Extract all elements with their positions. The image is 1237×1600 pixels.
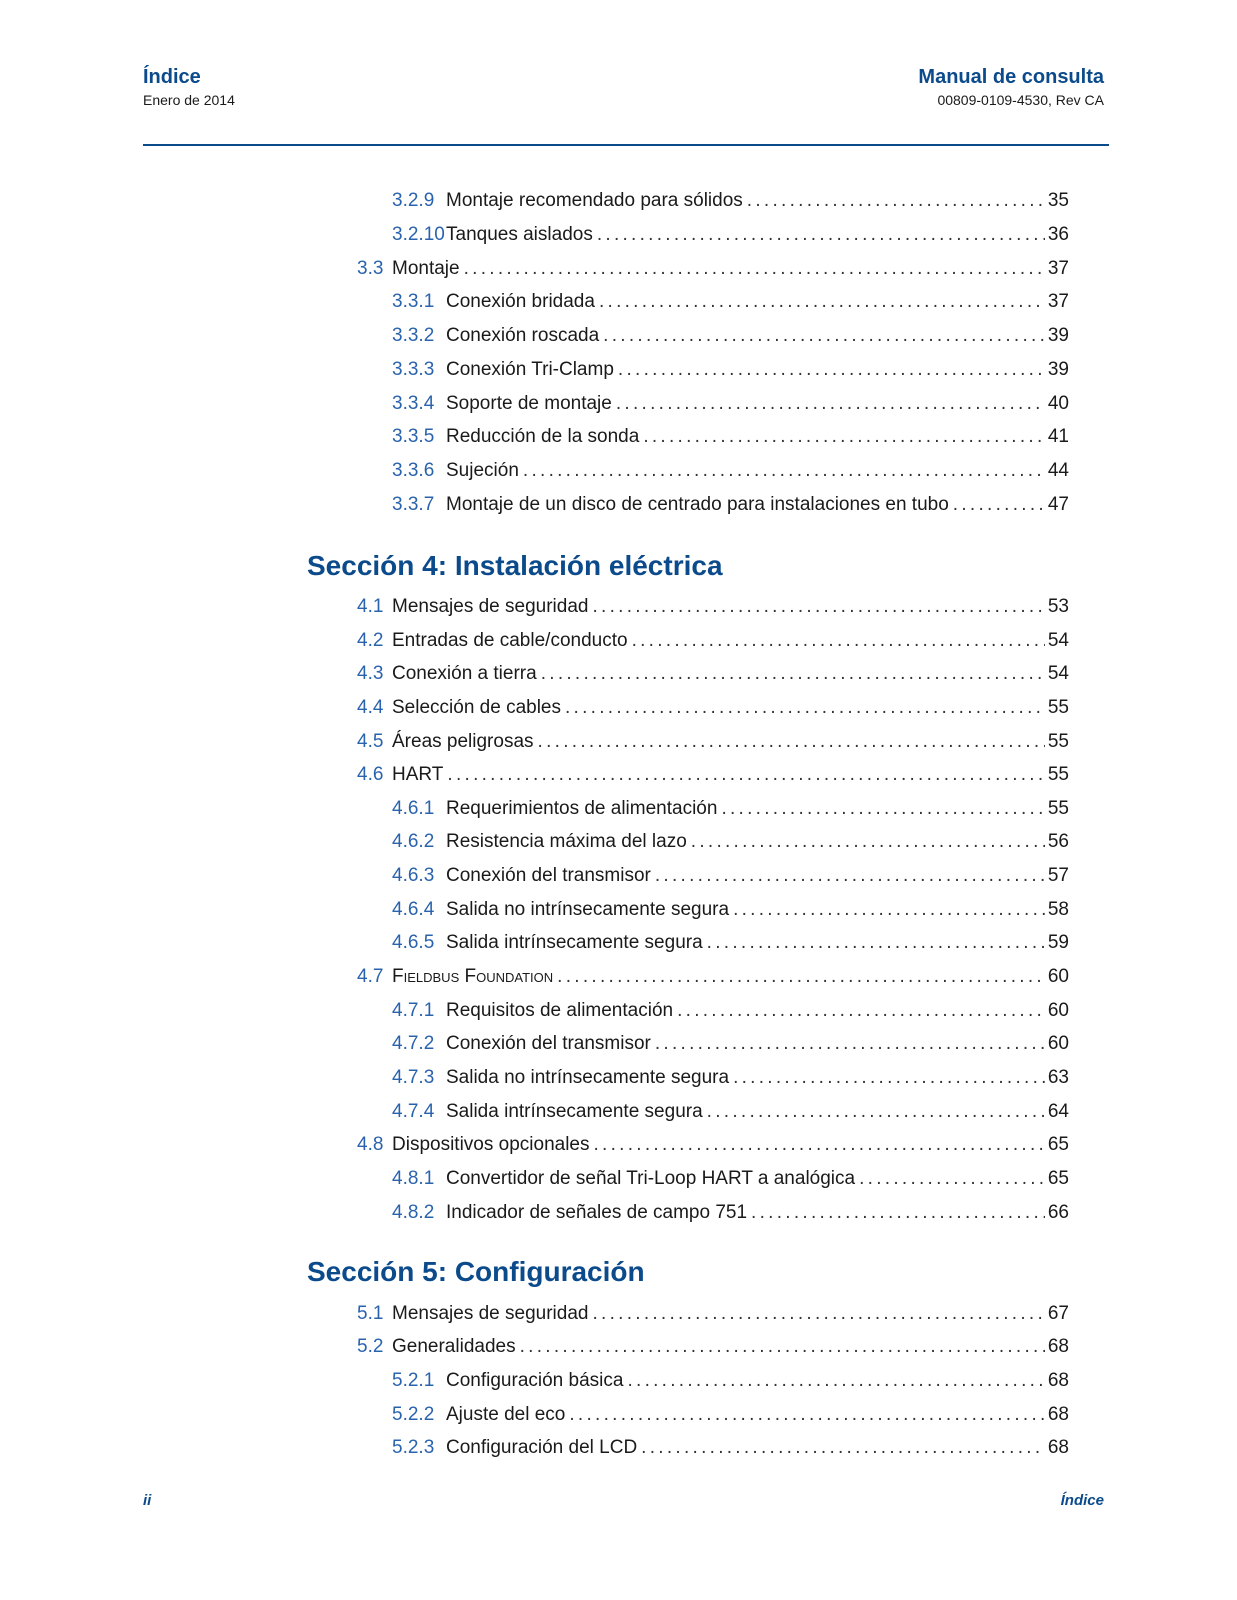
toc-entry[interactable] bbox=[357, 1297, 1069, 1331]
dot-leader bbox=[655, 859, 1045, 893]
toc-entry-title: Montaje de un disco de centrado para instalaciones en tubo bbox=[446, 494, 949, 515]
toc-entry-number: 4.8 bbox=[357, 1134, 384, 1155]
toc-entry-title: Conexión a tierra bbox=[392, 663, 537, 684]
toc-entry-page: 56 bbox=[1047, 831, 1069, 852]
toc-entry-number: 3.3.6 bbox=[392, 460, 435, 481]
toc-entry-number: 4.3 bbox=[357, 663, 384, 684]
toc-entry-number: 3.3.3 bbox=[392, 359, 435, 380]
toc-entry[interactable] bbox=[392, 420, 1069, 454]
toc-entry-number: 4.8.2 bbox=[392, 1202, 435, 1223]
dot-leader bbox=[655, 1027, 1045, 1061]
toc-entry-number: 3.3.4 bbox=[392, 393, 435, 414]
toc-entry-title: Requerimientos de alimentación bbox=[446, 798, 718, 819]
dot-leader bbox=[557, 960, 1045, 994]
toc-entry-number: 3.3.2 bbox=[392, 325, 435, 346]
dot-leader bbox=[632, 624, 1045, 658]
toc-entry-page: 41 bbox=[1047, 426, 1069, 447]
toc-entry-page: 54 bbox=[1047, 663, 1069, 684]
toc-entry-title: Áreas peligrosas bbox=[392, 731, 534, 752]
dot-leader bbox=[599, 285, 1045, 319]
toc-entry-title: Tanques aislados bbox=[446, 224, 593, 245]
dot-leader bbox=[733, 893, 1045, 927]
toc-entry-page: 58 bbox=[1047, 899, 1069, 920]
toc-entry[interactable] bbox=[357, 1330, 1069, 1364]
toc-entry-number: 4.4 bbox=[357, 697, 384, 718]
toc-entry-title: Conexión del transmisor bbox=[446, 1033, 651, 1054]
toc-entry-title: Configuración básica bbox=[446, 1370, 624, 1391]
toc-entry-title: Salida no intrínsecamente segura bbox=[446, 1067, 730, 1088]
toc-entry-number: 4.8.1 bbox=[392, 1168, 435, 1189]
toc-entry[interactable] bbox=[392, 454, 1069, 488]
toc-entry[interactable] bbox=[357, 960, 1069, 994]
toc-entry-page: 64 bbox=[1047, 1101, 1069, 1122]
section-heading-5[interactable]: Sección 5: Configuración bbox=[307, 1256, 645, 1287]
dot-leader bbox=[616, 387, 1045, 421]
toc-entry-title: Entradas de cable/conducto bbox=[392, 630, 628, 651]
dot-leader bbox=[464, 252, 1045, 286]
toc-entry-page: 54 bbox=[1047, 630, 1069, 651]
dot-leader bbox=[691, 825, 1045, 859]
toc-entry-page: 68 bbox=[1047, 1336, 1069, 1357]
dot-leader bbox=[538, 725, 1045, 759]
toc-entry-title: Montaje bbox=[392, 258, 460, 279]
toc-entry[interactable] bbox=[392, 1364, 1069, 1398]
toc-entry-title: Salida intrínsecamente segura bbox=[446, 1101, 703, 1122]
dot-leader bbox=[603, 319, 1045, 353]
toc-entry[interactable] bbox=[392, 488, 1069, 522]
toc-entry[interactable] bbox=[392, 353, 1069, 387]
toc-entry-page: 55 bbox=[1047, 764, 1069, 785]
toc-entry-page: 67 bbox=[1047, 1303, 1069, 1324]
toc-entry[interactable] bbox=[357, 657, 1069, 691]
toc-entry-title: Configuración del LCD bbox=[446, 1437, 638, 1458]
dot-leader bbox=[747, 184, 1045, 218]
toc-entry[interactable] bbox=[392, 387, 1069, 421]
toc-entry-page: 55 bbox=[1047, 731, 1069, 752]
toc-entry-number: 4.6.3 bbox=[392, 865, 435, 886]
toc-entry[interactable] bbox=[392, 1061, 1069, 1095]
toc-entry-number: 4.2 bbox=[357, 630, 384, 651]
toc-entry[interactable] bbox=[357, 1128, 1069, 1162]
toc-entry-number: 3.3.1 bbox=[392, 291, 435, 312]
header-manual-title: Manual de consulta bbox=[918, 66, 1104, 88]
toc-entry-page: 68 bbox=[1047, 1437, 1069, 1458]
toc-entry-number: 3.3.7 bbox=[392, 494, 435, 515]
toc-entry-title: Dispositivos opcionales bbox=[392, 1134, 590, 1155]
header-document-code: 00809-0109-4530, Rev CA bbox=[937, 92, 1104, 108]
toc-entry[interactable] bbox=[357, 590, 1069, 624]
toc-entry-page: 47 bbox=[1047, 494, 1069, 515]
header-date: Enero de 2014 bbox=[143, 92, 235, 108]
toc-entry[interactable] bbox=[357, 624, 1069, 658]
toc-entry[interactable] bbox=[392, 218, 1069, 252]
toc-entry[interactable] bbox=[392, 893, 1069, 927]
toc-entry-page: 59 bbox=[1047, 932, 1069, 953]
toc-entry-title: Mensajes de seguridad bbox=[392, 1303, 589, 1324]
toc-entry[interactable] bbox=[357, 691, 1069, 725]
toc-entry-title: Conexión roscada bbox=[446, 325, 600, 346]
toc-entry-number: 5.2.1 bbox=[392, 1370, 435, 1391]
toc-entry-number: 3.3.5 bbox=[392, 426, 435, 447]
toc-entry-page: 60 bbox=[1047, 966, 1069, 987]
toc-entry-number: 5.2 bbox=[357, 1336, 384, 1357]
toc-entry-number: 4.1 bbox=[357, 596, 384, 617]
dot-leader bbox=[751, 1196, 1045, 1230]
toc-entry-page: 60 bbox=[1047, 1033, 1069, 1054]
dot-leader bbox=[447, 758, 1044, 792]
toc-entry-page: 35 bbox=[1047, 190, 1069, 211]
toc-entry-page: 68 bbox=[1047, 1404, 1069, 1425]
toc-entry-title: Salida no intrínsecamente segura bbox=[446, 899, 730, 920]
toc-entry-title: Montaje recomendado para sólidos bbox=[446, 190, 743, 211]
toc-entry-number: 5.1 bbox=[357, 1303, 384, 1324]
toc-entry-title: Reducción de la sonda bbox=[446, 426, 640, 447]
toc-entry-page: 65 bbox=[1047, 1134, 1069, 1155]
toc-entry-number: 4.7.1 bbox=[392, 1000, 435, 1021]
header-section-title: Índice bbox=[143, 66, 201, 88]
toc-entry-page: 57 bbox=[1047, 865, 1069, 886]
dot-leader bbox=[520, 1330, 1045, 1364]
footer-section-name: Índice bbox=[1060, 1492, 1104, 1509]
toc-entry-number: 4.6.4 bbox=[392, 899, 435, 920]
toc-entry[interactable] bbox=[357, 758, 1069, 792]
toc-entry[interactable] bbox=[392, 825, 1069, 859]
toc-entry-title: Resistencia máxima del lazo bbox=[446, 831, 687, 852]
toc-entry[interactable] bbox=[392, 184, 1069, 218]
dot-leader bbox=[618, 353, 1045, 387]
page-header-left bbox=[143, 64, 235, 110]
toc-entry-number: 4.7.2 bbox=[392, 1033, 435, 1054]
toc-entry-title: Requisitos de alimentación bbox=[446, 1000, 674, 1021]
toc-entry-page: 65 bbox=[1047, 1168, 1069, 1189]
header-divider bbox=[143, 144, 1109, 146]
toc-entry-page: 39 bbox=[1047, 325, 1069, 346]
toc-entry[interactable] bbox=[392, 1196, 1069, 1230]
page-header-right bbox=[918, 64, 1104, 110]
toc-entry[interactable] bbox=[392, 285, 1069, 319]
dot-leader bbox=[569, 1398, 1045, 1432]
dot-leader bbox=[707, 926, 1045, 960]
toc-entry-title: Ajuste del eco bbox=[446, 1404, 566, 1425]
dot-leader bbox=[707, 1095, 1045, 1129]
toc-entry-number: 4.6.2 bbox=[392, 831, 435, 852]
toc-entry-page: 36 bbox=[1047, 224, 1069, 245]
dot-leader bbox=[627, 1364, 1044, 1398]
toc-entry-title: Fieldbus Foundation bbox=[392, 966, 554, 987]
toc-entry[interactable] bbox=[392, 1095, 1069, 1129]
toc-entry-number: 4.7 bbox=[357, 966, 384, 987]
dot-leader bbox=[597, 218, 1045, 252]
toc-entry[interactable] bbox=[392, 1431, 1069, 1465]
toc-entry-page: 66 bbox=[1047, 1202, 1069, 1223]
toc-entry-number: 4.6 bbox=[357, 764, 384, 785]
toc-entry-page: 55 bbox=[1047, 697, 1069, 718]
toc-entry-number: 4.6.5 bbox=[392, 932, 435, 953]
toc-entry-title: Conexión bridada bbox=[446, 291, 595, 312]
footer-page-number: ii bbox=[143, 1492, 152, 1509]
toc-entry-page: 60 bbox=[1047, 1000, 1069, 1021]
toc-entry[interactable] bbox=[392, 319, 1069, 353]
dot-leader bbox=[523, 454, 1045, 488]
toc-entry-title: Soporte de montaje bbox=[446, 393, 612, 414]
toc-entry[interactable] bbox=[392, 1162, 1069, 1196]
toc-entry[interactable] bbox=[392, 1398, 1069, 1432]
toc-entry-page: 55 bbox=[1047, 798, 1069, 819]
toc-entry-number: 4.5 bbox=[357, 731, 384, 752]
dot-leader bbox=[594, 1128, 1045, 1162]
dot-leader bbox=[859, 1162, 1045, 1196]
toc-entry-page: 40 bbox=[1047, 393, 1069, 414]
toc-entry-title: Sujeción bbox=[446, 460, 519, 481]
toc-entry-page: 53 bbox=[1047, 596, 1069, 617]
toc-entry[interactable] bbox=[357, 252, 1069, 286]
toc-entry-page: 68 bbox=[1047, 1370, 1069, 1391]
toc-entry-title: HART bbox=[392, 764, 444, 785]
toc-entry-page: 63 bbox=[1047, 1067, 1069, 1088]
dot-leader bbox=[677, 994, 1045, 1028]
toc-entry[interactable] bbox=[392, 792, 1069, 826]
dot-leader bbox=[953, 488, 1045, 522]
toc-entry-page: 39 bbox=[1047, 359, 1069, 380]
dot-leader bbox=[733, 1061, 1045, 1095]
dot-leader bbox=[641, 1431, 1045, 1465]
toc-entry-number: 3.2.10 bbox=[392, 224, 445, 245]
dot-leader bbox=[721, 792, 1044, 826]
toc-entry[interactable] bbox=[392, 859, 1069, 893]
toc-entry-number: 4.6.1 bbox=[392, 798, 435, 819]
toc-entry-title: Convertidor de señal Tri-Loop HART a analógica bbox=[446, 1168, 856, 1189]
toc-entry[interactable] bbox=[392, 1027, 1069, 1061]
toc-entry-page: 37 bbox=[1047, 291, 1069, 312]
dot-leader bbox=[592, 1297, 1044, 1331]
dot-leader bbox=[643, 420, 1045, 454]
dot-leader bbox=[592, 590, 1044, 624]
toc-entry-page: 37 bbox=[1047, 258, 1069, 279]
toc-entry-title: Selección de cables bbox=[392, 697, 561, 718]
toc-entry-number: 5.2.3 bbox=[392, 1437, 435, 1458]
toc-entry-title: Conexión Tri-Clamp bbox=[446, 359, 614, 380]
toc-entry-number: 4.7.4 bbox=[392, 1101, 435, 1122]
toc-entry-title: Mensajes de seguridad bbox=[392, 596, 589, 617]
section-heading-4[interactable]: Sección 4: Instalación eléctrica bbox=[307, 550, 723, 581]
toc-entry-number: 5.2.2 bbox=[392, 1404, 435, 1425]
toc-entry[interactable] bbox=[392, 926, 1069, 960]
toc-entry-title: Salida intrínsecamente segura bbox=[446, 932, 703, 953]
dot-leader bbox=[565, 691, 1045, 725]
toc-entry-number: 3.2.9 bbox=[392, 190, 435, 211]
toc-entry-title: Indicador de señales de campo 751 bbox=[446, 1202, 748, 1223]
toc-entry-number: 3.3 bbox=[357, 258, 384, 279]
toc-entry-number: 4.7.3 bbox=[392, 1067, 435, 1088]
toc-entry-title: Generalidades bbox=[392, 1336, 516, 1357]
dot-leader bbox=[541, 657, 1045, 691]
toc-entry[interactable] bbox=[392, 994, 1069, 1028]
toc-entry[interactable] bbox=[357, 725, 1069, 759]
toc-entry-title: Conexión del transmisor bbox=[446, 865, 651, 886]
toc-entry-page: 44 bbox=[1047, 460, 1069, 481]
